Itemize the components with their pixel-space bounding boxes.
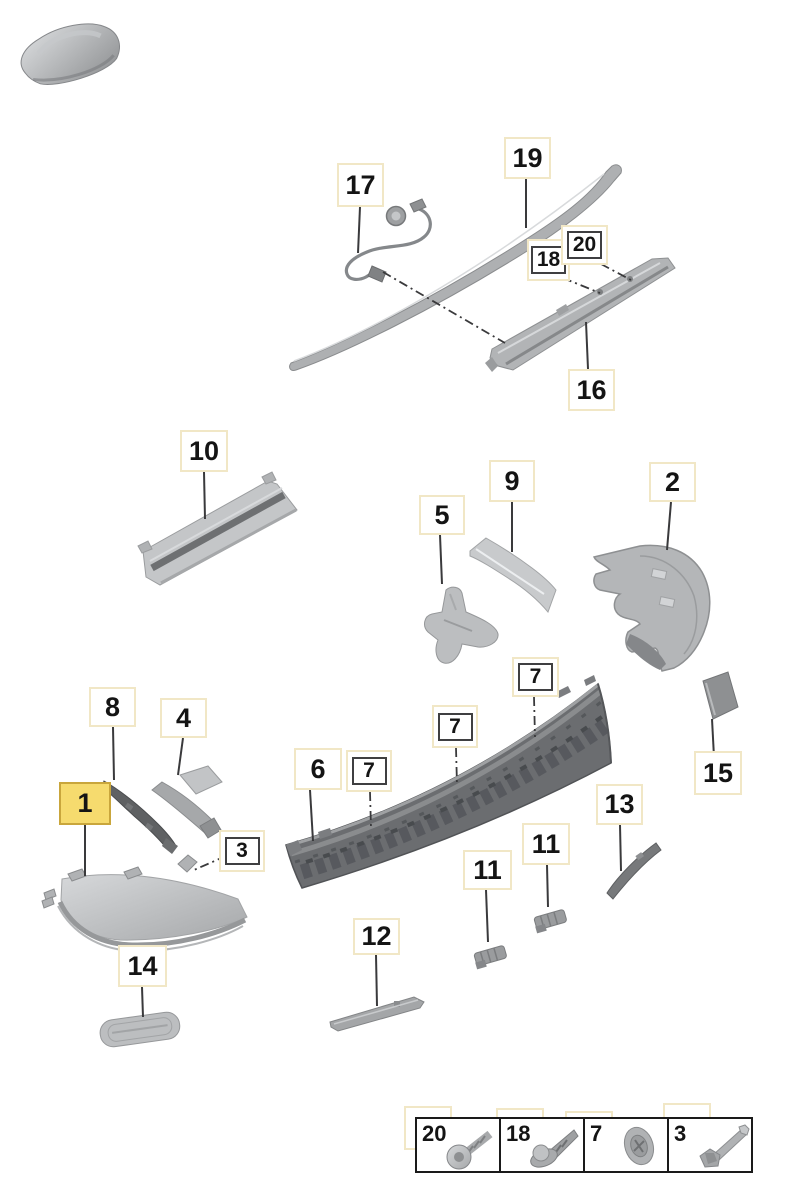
- part-label-16[interactable]: [568, 369, 615, 411]
- tapping-screw-icon: [524, 1120, 582, 1172]
- part-4-bracket[interactable]: [152, 766, 222, 838]
- part-13-curved-strip[interactable]: [607, 843, 661, 899]
- part-label-20-number: 20: [567, 231, 602, 259]
- part-label-2[interactable]: [649, 462, 696, 502]
- part-14-reflector[interactable]: [98, 1011, 181, 1049]
- legend-item-7[interactable]: [585, 1119, 669, 1171]
- part-2-tail-light-housing[interactable]: [594, 545, 710, 671]
- part-label-11-left[interactable]: [463, 850, 512, 890]
- part-label-14-number: 14: [127, 950, 158, 981]
- part-label-13[interactable]: [596, 784, 643, 825]
- part-16-trim-panel[interactable]: [485, 258, 675, 372]
- part-label-10[interactable]: [180, 430, 228, 472]
- part-label-17-number: 17: [345, 169, 376, 200]
- pan-head-screw-icon: [440, 1120, 498, 1172]
- part-label-7-number: 7: [352, 757, 387, 785]
- part-label-5-number: 5: [434, 499, 450, 530]
- part-label-15[interactable]: [694, 751, 742, 795]
- legend-item-3-number: 3: [674, 1121, 687, 1146]
- part-label-20[interactable]: [561, 225, 608, 265]
- part-label-19-number: 19: [512, 142, 543, 173]
- part-label-9[interactable]: [489, 460, 535, 502]
- legend-item-18[interactable]: [501, 1119, 585, 1171]
- part-label-8[interactable]: [89, 687, 136, 727]
- hex-bolt-icon: [692, 1120, 750, 1172]
- part-label-18-number: 18: [531, 246, 566, 274]
- legend-item-20-number: 20: [422, 1121, 447, 1146]
- part-label-3-number: 3: [225, 837, 260, 865]
- part-label-4[interactable]: [160, 698, 207, 738]
- part-15-strip[interactable]: [703, 672, 738, 719]
- part-label-14[interactable]: [118, 945, 167, 987]
- part-label-11-number: 11: [473, 854, 502, 885]
- fastener-legend: [415, 1117, 753, 1173]
- legend-item-3[interactable]: [669, 1119, 751, 1171]
- part-label-10-number: 10: [188, 435, 220, 466]
- part-label-12[interactable]: [353, 918, 400, 955]
- part-label-19[interactable]: [504, 137, 551, 179]
- part-label-7-number: 7: [438, 713, 473, 741]
- legend-item-7-number: 7: [590, 1121, 603, 1146]
- part-label-12-number: 12: [361, 921, 392, 951]
- part-label-6-number: 6: [310, 753, 326, 784]
- part-label-5[interactable]: [419, 495, 465, 535]
- part-label-11-number: 11: [531, 828, 561, 859]
- part-label-16-number: 16: [576, 374, 607, 405]
- car-side-icon[interactable]: [4, 4, 134, 104]
- legend-item-20[interactable]: [417, 1119, 501, 1171]
- part-label-7-left[interactable]: [346, 750, 392, 792]
- part-label-9-number: 9: [504, 465, 520, 496]
- part-label-6[interactable]: [294, 748, 342, 790]
- part-label-13-number: 13: [604, 789, 635, 819]
- part-label-3[interactable]: [219, 830, 265, 872]
- part-label-17[interactable]: [337, 163, 384, 207]
- part-11-clip-right[interactable]: [533, 909, 568, 933]
- washer-icon: [608, 1120, 666, 1172]
- legend-item-18-number: 18: [506, 1121, 531, 1146]
- part-label-8-number: 8: [104, 691, 121, 722]
- part-5-bracket[interactable]: [425, 587, 499, 663]
- part-label-2-number: 2: [664, 466, 681, 497]
- part-label-4-number: 4: [175, 702, 192, 733]
- part-label-1-selected[interactable]: [59, 782, 111, 825]
- part-11-clip-left[interactable]: [473, 945, 508, 969]
- part-label-11-right[interactable]: [522, 823, 570, 865]
- part-label-7-number: 7: [518, 663, 553, 691]
- part-label-1-number: 1: [77, 788, 93, 818]
- part-label-7-middle[interactable]: [432, 705, 478, 748]
- part-1-tail-light-lens[interactable]: [42, 855, 247, 951]
- part-label-7-right[interactable]: [512, 657, 559, 697]
- part-10-spoiler-panel[interactable]: [138, 472, 297, 585]
- part-label-15-number: 15: [702, 757, 734, 788]
